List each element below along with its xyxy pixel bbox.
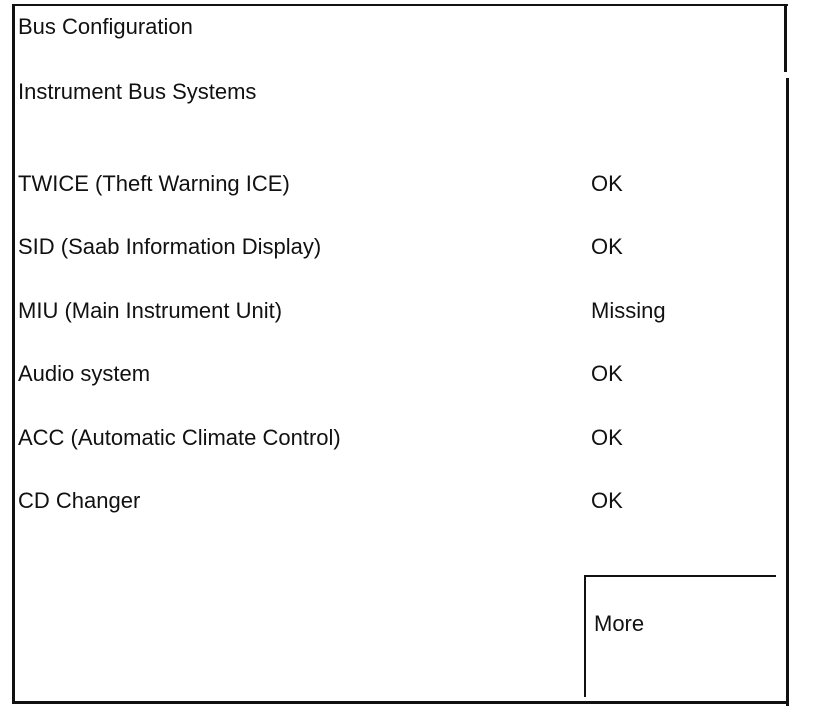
section-subtitle: Instrument Bus Systems bbox=[18, 79, 257, 104]
system-status-audio: OK bbox=[591, 361, 623, 386]
page-title: Bus Configuration bbox=[18, 14, 193, 39]
system-name-cd-changer: CD Changer bbox=[18, 488, 141, 513]
system-status-twice: OK bbox=[591, 171, 623, 196]
system-name-sid: SID (Saab Information Display) bbox=[18, 234, 322, 259]
more-button[interactable] bbox=[584, 575, 776, 697]
system-name-twice: TWICE (Theft Warning ICE) bbox=[18, 171, 290, 196]
more-button-label: More bbox=[594, 611, 645, 636]
system-name-miu: MIU (Main Instrument Unit) bbox=[18, 298, 283, 323]
screen-border-right-bottom bbox=[786, 78, 789, 706]
system-name-audio: Audio system bbox=[18, 361, 151, 386]
system-status-sid: OK bbox=[591, 234, 623, 259]
system-status-miu: Missing bbox=[591, 298, 666, 323]
system-name-acc: ACC (Automatic Climate Control) bbox=[18, 425, 341, 450]
system-status-acc: OK bbox=[591, 425, 623, 450]
system-status-cd-changer: OK bbox=[591, 488, 623, 513]
screen-border-right-top bbox=[784, 4, 787, 72]
